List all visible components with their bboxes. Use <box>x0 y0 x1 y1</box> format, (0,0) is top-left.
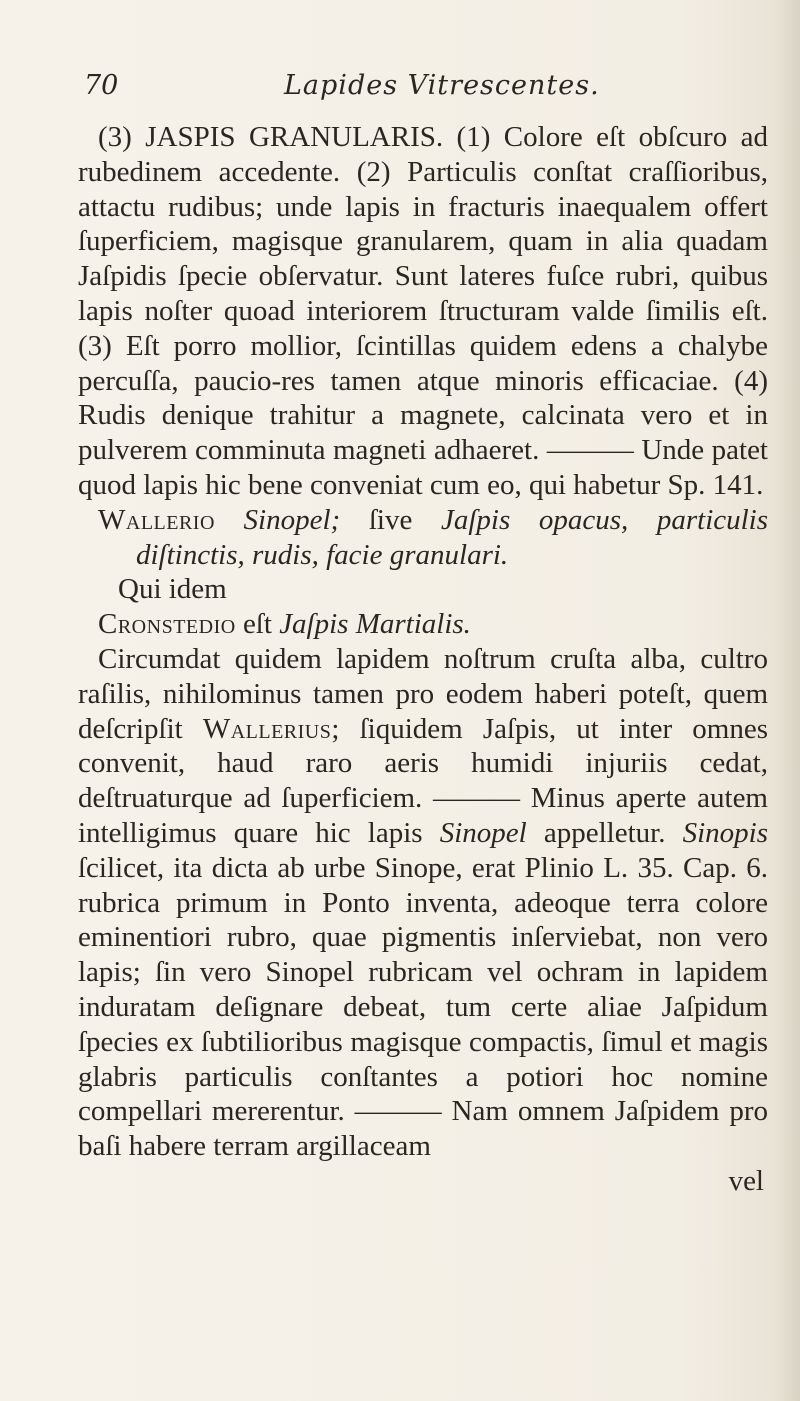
term-sinopel-inline: Sinopel <box>439 816 527 849</box>
term-jaspis-martialis: Jaſpis Martialis. <box>279 608 471 641</box>
paragraph-jaspis-granularis: (3) JASPIS GRANULARIS. (1) Colore eſt obſcuro ad rubedinem accedente. (2) Particulis conſtat craſſioribus, attactu rudibus; unde lapis in fracturis inaequalem offert ſuperficiem, magisque granularem, quam in alia quadam Jaſpidis ſpecie obſervatur. Sunt lateres fuſce rubri, quibus lapis noſter quoad interiorem ſtructuram valde ſimilis eſt. (3) Eſt porro mollior, ſcintillas quidem edens a chalybe percuſſa, paucio-res tamen atque minoris efficaciae. (4) Rudis denique trahitur a magnete, calcinata vero et in pulverem comminuta magneti adhaeret. ——— Unde patet quod lapis hic bene conveniat cum eo, qui habetur Sp. 141. <box>78 121 768 501</box>
wallerio-synonym <box>78 503 768 573</box>
word-est: eſt <box>242 608 272 641</box>
catchword: vel <box>728 1164 764 1197</box>
cronstedio-synonym <box>78 607 768 642</box>
term-sinopel: Sinopel; <box>243 503 341 536</box>
running-head: Lapides Vitrescentes. <box>284 70 600 101</box>
page-number: 70 <box>84 70 119 101</box>
body-text <box>78 120 768 1199</box>
page-header <box>84 70 760 110</box>
word-sive: ſive <box>368 503 413 536</box>
wallerio-description: Jaſpis opacus, particulis diſtinctis, rudis, facie granulari. <box>136 503 769 571</box>
paragraph-commentary <box>78 642 768 1164</box>
commentary-part-2: ; ſiquidem Jaſpis, ut inter omnes convenit, haud raro aeris humidi injuriis cedat, deſtruaturque ad ſuperficiem. ——— Minus aperte autem intelligimus quare hic lapis <box>78 712 768 849</box>
author-wallerio: Wallerio <box>98 503 215 536</box>
commentary-part-3: appelletur. <box>543 816 666 849</box>
author-cronstedio: Cronstedio <box>98 608 236 641</box>
term-sinopis: Sinopis <box>682 816 768 849</box>
author-wallerius: Wallerius <box>202 712 332 745</box>
qui-idem: Qui idem <box>118 573 227 606</box>
commentary-part-1: Circumdat quidem lapidem noſtrum cruſta alba, cultro raſilis, nihilominus tamen pro eodem haberi poteſt, quem deſcripſit <box>78 642 768 745</box>
commentary-part-4: ſcilicet, ita dicta ab urbe Sinope, erat Plinio L. 35. Cap. 6. rubrica primum in Ponto inventa, adeoque terra colore eminentiori rubro, quae pigmentis inſerviebat, non vero lapis; ſin vero Sinopel rubricam vel ochram in lapidem induratam deſignare debeat, tum certe aliae Jaſpidum ſpecies ex ſubtilioribus magisque compactis, ſimul et magis glabris particulis conſtantes a potiori hoc nomine compellari mererentur. ——— Nam omnem Jaſpidem pro baſi habere terram argillaceam <box>78 851 768 1163</box>
